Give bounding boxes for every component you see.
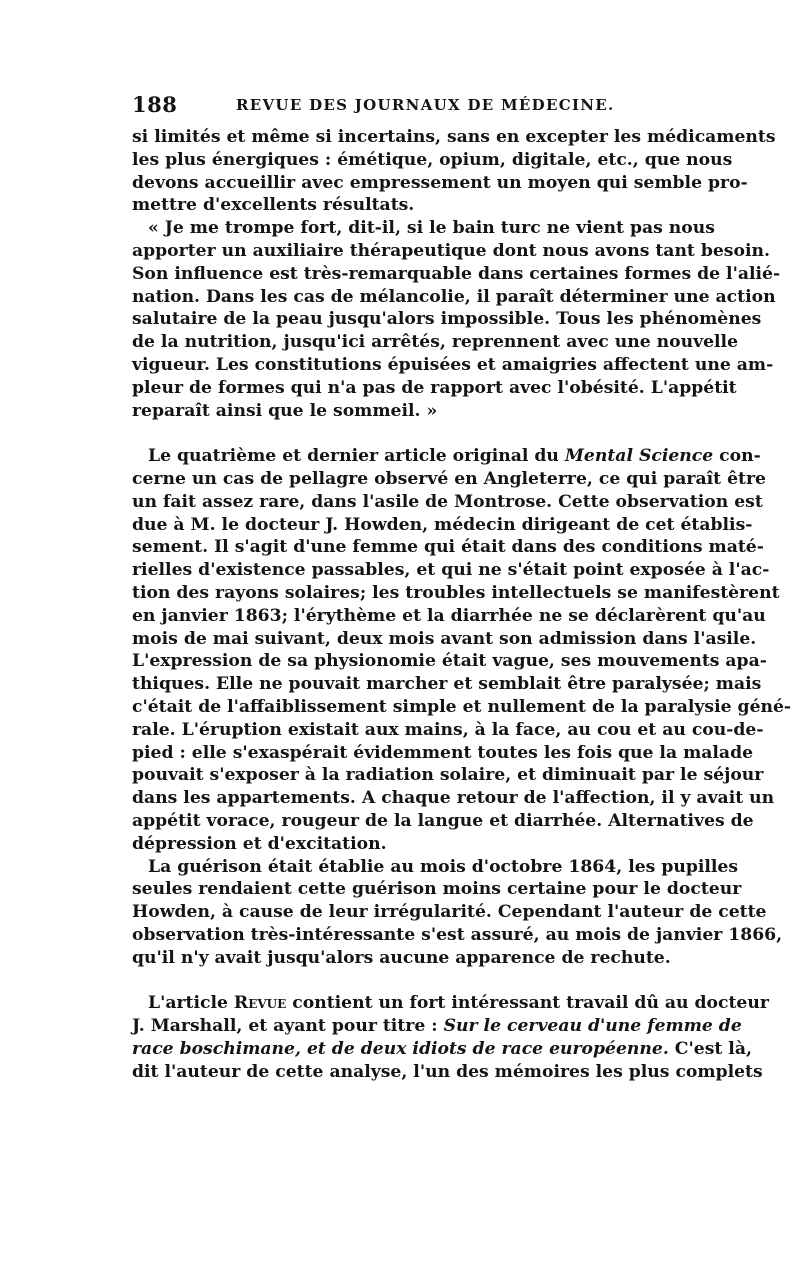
text-run: contient un fort intéressant travail dû au docteur	[286, 993, 769, 1014]
text-line: rale. L'éruption existait aux mains, à la face, au cou et au cou-de-	[132, 719, 764, 740]
text-line: pouvait s'exposer à la radiation solaire, et diminuait par le séjour	[132, 765, 764, 786]
text-line: dit l'auteur de cette analyse, l'un des mémoires les plus complets	[132, 1061, 763, 1082]
article-title: race boschimane, et de deux idiots de race européenne.	[132, 1038, 669, 1059]
text-run: J. Marshall, et ayant pour titre :	[132, 1016, 444, 1037]
text-line: Son influence est très-remarquable dans certaines formes de l'alié-	[132, 263, 781, 284]
text-line: dans les appartements. A chaque retour de l'affection, il y avait un	[132, 788, 775, 809]
text-line: rielles d'existence passables, et qui ne s'était point exposée à l'ac-	[132, 560, 770, 581]
text-line: sement. Il s'agit d'une femme qui était dans des conditions maté-	[132, 537, 764, 558]
paragraph-2	[132, 217, 781, 422]
journal-name-revue: Revue	[233, 993, 287, 1014]
text-run: C'est là,	[668, 1038, 752, 1059]
paragraph-5	[132, 992, 769, 1083]
text-line: si limités et même si incertains, sans en excepter les médicaments	[132, 127, 776, 147]
paragraph-1	[132, 126, 776, 217]
text-line: La guérison était établie au mois d'octobre 1864, les pupilles	[148, 856, 739, 877]
text-line: dépression et d'excitation.	[132, 833, 387, 854]
text-line: tion des rayons solaires; les troubles intellectuels se manifestèrent	[132, 582, 780, 603]
text-line: mettre d'excellents résultats.	[132, 195, 415, 216]
text-line: appétit vorace, rougeur de la langue et diarrhée. Alternatives de	[132, 810, 754, 831]
text-line: de la nutrition, jusqu'ici arrêtés, reprennent avec une nouvelle	[132, 332, 739, 353]
paragraph-3	[132, 445, 792, 855]
text-line: les plus énergiques : émétique, opium, digitale, etc., que nous	[132, 149, 733, 170]
text-line: un fait assez rare, dans l'asile de Montrose. Cette observation est	[132, 491, 763, 512]
article-title: Sur le cerveau d'une femme de	[443, 1016, 742, 1037]
running-head: REVUE DES JOURNAUX DE MÉDECINE.	[236, 96, 615, 114]
text-line: cerne un cas de pellagre observé en Angleterre, ce qui paraît être	[132, 468, 766, 489]
text-line	[132, 1038, 752, 1061]
text-line: pleur de formes qui n'a pas de rapport avec l'obésité. L'appétit	[132, 377, 737, 398]
paragraph-4	[132, 856, 783, 970]
text-line: qu'il n'y avait jusqu'alors aucune apparence de rechute.	[132, 947, 671, 968]
text-line: nation. Dans les cas de mélancolie, il paraît déterminer une action	[132, 286, 776, 307]
body-text	[132, 126, 792, 1083]
text-line	[132, 1015, 742, 1038]
text-run: Le quatrième et dernier article original du	[148, 446, 565, 467]
text-run: con-	[713, 446, 761, 467]
text-line: devons accueillir avec empressement un moyen qui semble pro-	[132, 172, 748, 193]
text-line: mois de mai suivant, deux mois avant son admission dans l'asile.	[132, 628, 757, 649]
text-line: c'était de l'affaiblissement simple et nullement de la paralysie géné-	[132, 696, 792, 717]
text-line: observation très-intéressante s'est assuré, au mois de janvier 1866,	[132, 924, 783, 945]
page-number: 188	[132, 92, 178, 117]
text-line: thiques. Elle ne pouvait marcher et semblait être paralysée; mais	[132, 674, 762, 695]
text-line: « Je me trompe fort, dit-il, si le bain turc ne vient pas nous	[148, 218, 715, 239]
text-line	[132, 445, 761, 468]
text-line: reparaît ainsi que le sommeil. »	[132, 400, 438, 421]
text-line: due à M. le docteur J. Howden, médecin dirigeant de cet établis-	[132, 514, 753, 535]
text-line: salutaire de la peau jusqu'alors impossible. Tous les phénomènes	[132, 309, 762, 330]
text-line: Howden, à cause de leur irrégularité. Cependant l'auteur de cette	[132, 902, 767, 923]
text-line	[132, 992, 769, 1015]
text-line: L'expression de sa physionomie était vague, ses mouvements apa-	[132, 651, 767, 672]
text-line: en janvier 1863; l'érythème et la diarrhée ne se déclarèrent qu'au	[132, 605, 766, 626]
text-line: seules rendaient cette guérison moins certaine pour le docteur	[132, 879, 742, 900]
text-line: apporter un auxiliaire thérapeutique dont nous avons tant besoin.	[132, 240, 770, 261]
text-line: pied : elle s'exaspérait évidemment toutes les fois que la malade	[132, 742, 754, 763]
page-header	[132, 92, 672, 118]
journal-title-mental-science: Mental Science	[564, 446, 714, 467]
text-run: L'article	[148, 993, 234, 1014]
text-line: vigueur. Les constitutions épuisées et amaigries affectent une am-	[132, 354, 774, 375]
